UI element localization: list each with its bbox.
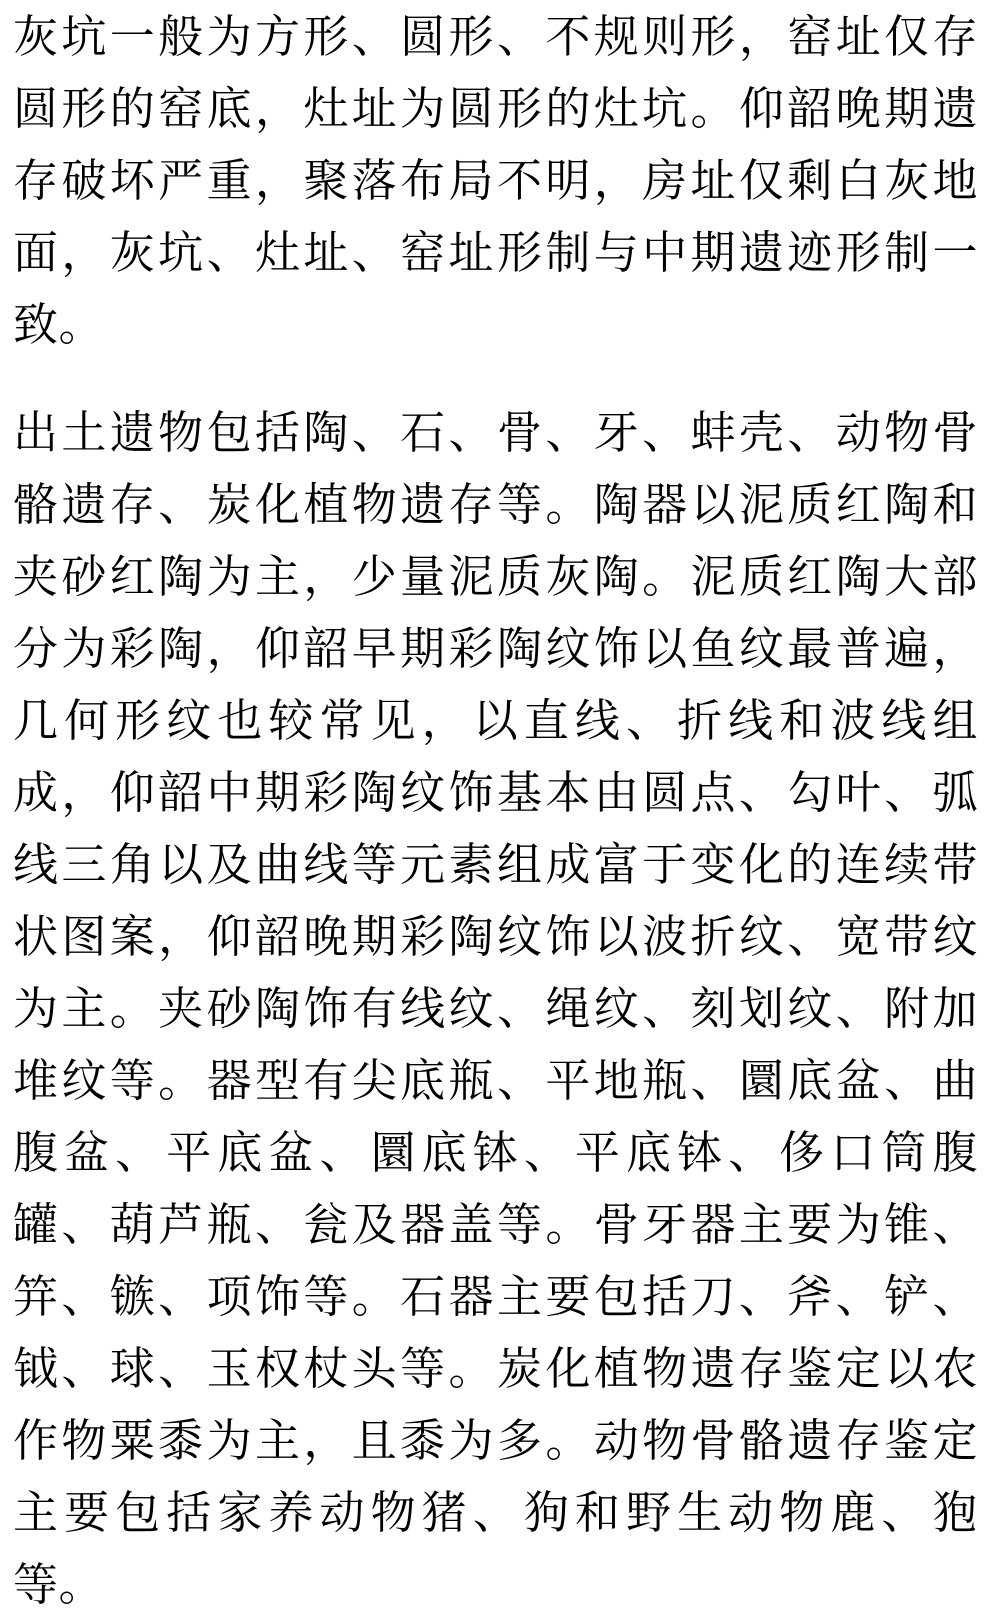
text-line: 分为彩陶，仰韶早期彩陶纹饰以鱼纹最普遍， <box>13 623 978 674</box>
text-line: 夹砂红陶为主，少量泥质灰陶。泥质红陶大部 <box>13 551 978 602</box>
text-line: 致。 <box>13 299 105 350</box>
text-line: 存破坏严重，聚落布局不明，房址仅剩白灰地 <box>13 155 978 206</box>
text-line: 圆形的窑底，灶址为圆形的灶坑。仰韶晚期遗 <box>13 83 978 134</box>
text-line: 腹盆、平底盆、圜底钵、平底钵、侈口筒腹 <box>13 1127 978 1178</box>
text-line: 罐、葫芦瓶、瓮及器盖等。骨牙器主要为锥、 <box>13 1199 978 1250</box>
text-line: 为主。夹砂陶饰有线纹、绳纹、刻划纹、附加 <box>13 983 978 1034</box>
text-line: 骼遗存、炭化植物遗存等。陶器以泥质红陶和 <box>13 479 978 530</box>
paragraph-site-features <box>13 1 978 361</box>
text-line: 堆纹等。器型有尖底瓶、平地瓶、圜底盆、曲 <box>13 1055 978 1106</box>
text-line: 几何形纹也较常见，以直线、折线和波线组 <box>13 695 978 746</box>
text-line: 出土遗物包括陶、石、骨、牙、蚌壳、动物骨 <box>13 407 978 458</box>
text-line: 钺、球、玉权杖头等。炭化植物遗存鉴定以农 <box>13 1343 978 1394</box>
text-line: 面，灰坑、灶址、窑址形制与中期遗迹形制一 <box>13 227 978 278</box>
text-line: 成，仰韶中期彩陶纹饰基本由圆点、勾叶、弧 <box>13 767 978 818</box>
text-line: 灰坑一般为方形、圆形、不规则形，窑址仅存 <box>13 11 978 62</box>
text-line: 线三角以及曲线等元素组成富于变化的连续带 <box>13 839 978 890</box>
text-line: 状图案，仰韶晚期彩陶纹饰以波折纹、宽带纹 <box>13 911 978 962</box>
text-line: 作物粟黍为主，且黍为多。动物骨骼遗存鉴定 <box>13 1415 978 1466</box>
paragraph-unearthed-relics <box>13 397 978 1621</box>
text-line: 等。 <box>13 1559 105 1610</box>
text-line: 主要包括家养动物猪、狗和野生动物鹿、狍 <box>13 1487 978 1538</box>
text-line: 笄、镞、项饰等。石器主要包括刀、斧、铲、 <box>13 1271 978 1322</box>
